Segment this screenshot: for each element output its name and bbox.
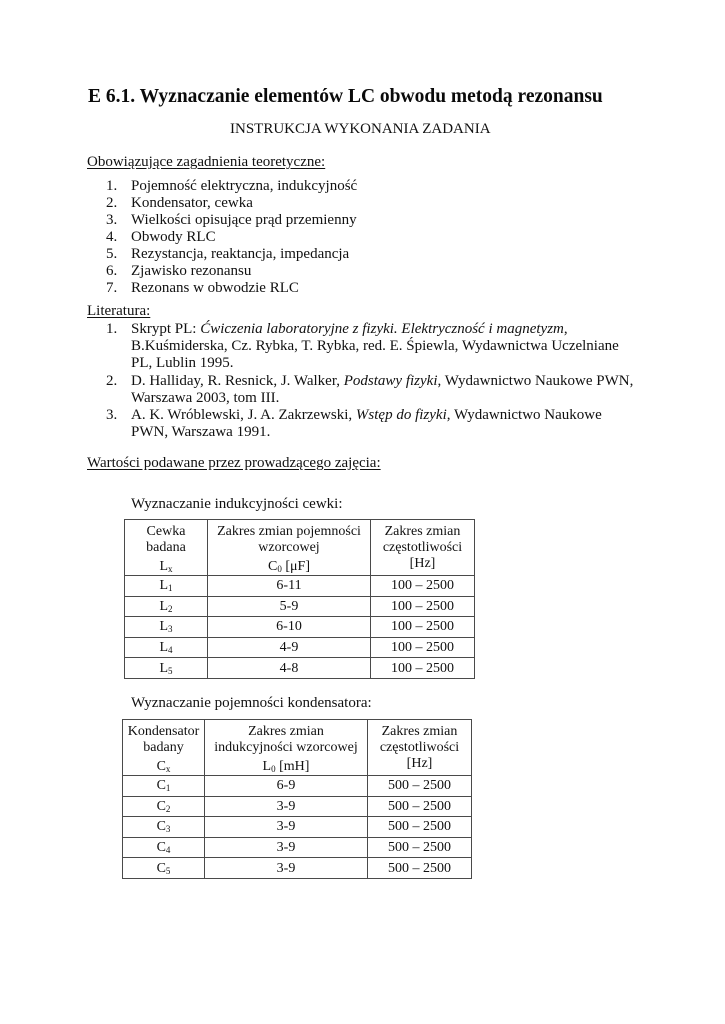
- item-text: Wielkości opisujące prąd przemienny: [131, 212, 357, 228]
- item-text: Rezonans w obwodzie RLC: [131, 280, 299, 296]
- capacitor-cell: $C_2$: [123, 796, 205, 817]
- item-number: 6.: [106, 263, 118, 279]
- capacitance-table: [122, 719, 472, 879]
- reference-suffix: , Wydawnictwo Naukowe PWN, Warszawa 2003, tom III.: [131, 372, 634, 406]
- range-cell: 3-9: [205, 796, 368, 817]
- item-number: 1.: [106, 321, 118, 337]
- header-capacitance-range: Zakres zmian pojemności wzorcowej $C_0$ [μF]: [208, 520, 371, 576]
- coil-cell: $L_1$: [125, 576, 208, 597]
- header-inductance-range: Zakres zmian indukcyjności wzorcowej $L_0$ [mH]: [205, 720, 368, 776]
- coil-cell: $L_2$: [125, 596, 208, 617]
- inductance-table-caption: Wyznaczanie indukcyjności cewki:: [131, 496, 343, 512]
- range-cell: 6-11: [208, 576, 371, 597]
- range-cell: 3-9: [205, 837, 368, 858]
- capacitance-table-caption: Wyznaczanie pojemności kondensatora:: [131, 695, 372, 711]
- document-title: E 6.1. Wyznaczanie elementów LC obwodu metodą rezonansu: [88, 86, 603, 107]
- item-text: Obwody RLC: [131, 229, 216, 245]
- reference-item: [106, 373, 641, 407]
- freq-cell: 100 – 2500: [371, 596, 475, 617]
- range-cell: 4-8: [208, 658, 371, 679]
- reference-text: [131, 373, 641, 407]
- reference-title: Podstawy fizyki: [343, 372, 438, 389]
- range-cell: 4-9: [208, 637, 371, 658]
- values-heading: Wartości podawane przez prowadzącego zajęcia:: [87, 455, 381, 471]
- table-header-row: [123, 720, 472, 776]
- table-row: [123, 817, 472, 838]
- freq-cell: 500 – 2500: [368, 837, 472, 858]
- coil-cell: $L_3$: [125, 617, 208, 638]
- reference-text: [131, 407, 641, 441]
- header-frequency-range: Zakres zmian częstotliwości [Hz]: [371, 520, 475, 576]
- range-cell: 3-9: [205, 858, 368, 879]
- range-cell: 5-9: [208, 596, 371, 617]
- reference-suffix: , Wydawnictwo Naukowe PWN, Warszawa 1991.: [131, 407, 602, 441]
- range-cell: 3-9: [205, 817, 368, 838]
- item-number: 7.: [106, 280, 118, 296]
- reference-suffix: , B.Kuśmiderska, Cz. Rybka, T. Rybka, red. E. Śpiewla, Wydawnictwa Uczelniane PL, Lublin 1995.: [131, 321, 619, 372]
- table-row: [123, 776, 472, 797]
- item-number: 5.: [106, 246, 118, 262]
- literature-heading: Literatura:: [87, 303, 151, 319]
- reference-title: Wstęp do fizyki: [355, 407, 447, 424]
- freq-cell: 100 – 2500: [371, 617, 475, 638]
- reference-prefix: A. K. Wróblewski, J. A. Zakrzewski,: [131, 407, 356, 424]
- table-header-row: [125, 520, 475, 576]
- item-text: Kondensator, cewka: [131, 195, 253, 211]
- item-text: Rezystancja, reaktancja, impedancja: [131, 246, 350, 262]
- table-row: [123, 837, 472, 858]
- table-row: [125, 637, 475, 658]
- reference-item: [106, 407, 641, 441]
- header-coil: Cewka badana $L_x$: [125, 520, 208, 576]
- freq-cell: 100 – 2500: [371, 658, 475, 679]
- table-row: [123, 796, 472, 817]
- coil-cell: $L_5$: [125, 658, 208, 679]
- capacitor-cell: $C_3$: [123, 817, 205, 838]
- freq-cell: 500 – 2500: [368, 858, 472, 879]
- item-number: 2.: [106, 372, 118, 389]
- freq-cell: 500 – 2500: [368, 776, 472, 797]
- capacitor-cell: $C_1$: [123, 776, 205, 797]
- item-text: Pojemność elektryczna, indukcyjność: [131, 178, 358, 194]
- inductance-table: [124, 519, 475, 679]
- header-capacitor: Kondensator badany $C_x$: [123, 720, 205, 776]
- document-subtitle: INSTRUKCJA WYKONANIA ZADANIA: [230, 121, 491, 137]
- item-number: 3.: [106, 212, 118, 228]
- item-text: Zjawisko rezonansu: [131, 263, 252, 279]
- table-row: [123, 858, 472, 879]
- topics-heading: Obowiązujące zagadnienia teoretyczne:: [87, 154, 326, 170]
- item-number: 2.: [106, 195, 118, 211]
- table-row: [125, 658, 475, 679]
- freq-cell: 500 – 2500: [368, 796, 472, 817]
- reference-prefix: D. Halliday, R. Resnick, J. Walker,: [131, 372, 344, 389]
- freq-cell: 500 – 2500: [368, 817, 472, 838]
- table-row: [125, 596, 475, 617]
- item-number: 4.: [106, 229, 118, 245]
- header-frequency-range: Zakres zmian częstotliwości [Hz]: [368, 720, 472, 776]
- table-row: [125, 617, 475, 638]
- reference-prefix: Skrypt PL:: [131, 321, 201, 337]
- item-number: 1.: [106, 178, 118, 194]
- literature-list: [106, 321, 641, 441]
- capacitor-cell: $C_4$: [123, 837, 205, 858]
- table-row: [125, 576, 475, 597]
- range-cell: 6-9: [205, 776, 368, 797]
- reference-item: [106, 321, 641, 373]
- item-number: 3.: [106, 407, 118, 424]
- coil-cell: $L_4$: [125, 637, 208, 658]
- freq-cell: 100 – 2500: [371, 637, 475, 658]
- reference-text: [131, 321, 641, 373]
- capacitor-cell: $C_5$: [123, 858, 205, 879]
- reference-title: Ćwiczenia laboratoryjne z fizyki. Elektryczność i magnetyzm: [200, 321, 564, 337]
- freq-cell: 100 – 2500: [371, 576, 475, 597]
- range-cell: 6-10: [208, 617, 371, 638]
